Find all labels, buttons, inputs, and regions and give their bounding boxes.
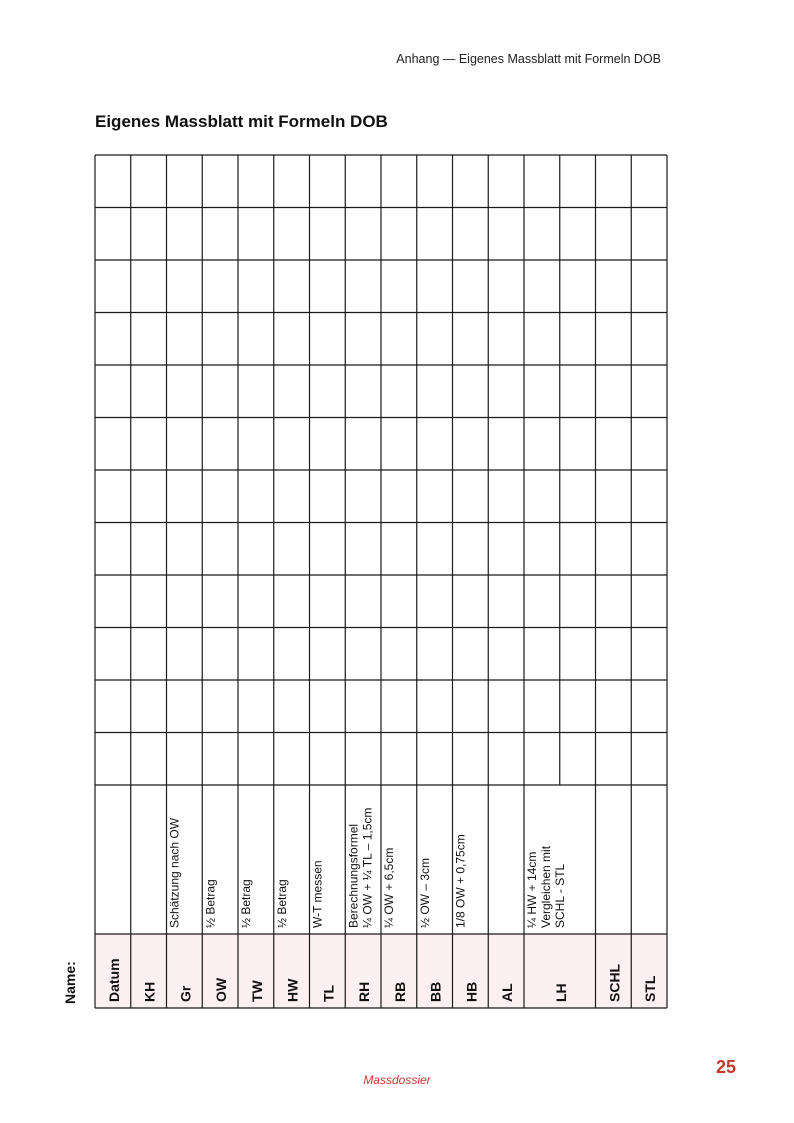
page-title: Eigenes Massblatt mit Formeln DOB	[95, 112, 388, 131]
column-label-bb: BB	[427, 981, 444, 1002]
column-label-tw: TW	[248, 980, 265, 1002]
column-formula-gr: Schätzung nach OW	[167, 817, 182, 928]
column-label-kh: KH	[141, 981, 158, 1002]
column-label-rh: RH	[356, 981, 373, 1002]
running-header: Anhang — Eigenes Massblatt mit Formeln DOB	[396, 52, 661, 66]
column-label-hb: HB	[463, 981, 480, 1002]
column-formula-lh: Vergleichen mit	[539, 845, 553, 928]
column-formula-lh: SCHL - STL	[553, 863, 567, 928]
column-label-datum: Datum	[105, 958, 122, 1002]
column-label-gr: Gr	[177, 985, 194, 1002]
column-formula-ow: ½ Betrag	[203, 879, 218, 928]
column-label-lh: LH	[552, 983, 569, 1002]
column-formula-lh: ¼ HW + 14cm	[525, 851, 539, 928]
column-label-ow: OW	[213, 977, 230, 1002]
column-formula-rh: ¼ OW + ¼ TL – 1,5cm	[360, 807, 375, 928]
column-formula-hb: 1/8 OW + 0,75cm	[453, 834, 468, 928]
column-label-hw: HW	[284, 978, 301, 1002]
column-label-stl: STL	[642, 975, 659, 1002]
column-formula-tw: ½ Betrag	[239, 879, 253, 928]
page-number: 25	[715, 1057, 736, 1077]
column-formula-rb: ¼ OW + 6,5cm	[382, 847, 396, 928]
column-label-al: AL	[499, 983, 516, 1002]
column-label-schl: SCHL	[606, 963, 623, 1002]
column-label-rb: RB	[391, 981, 408, 1002]
name-label: Name:	[62, 961, 78, 1004]
footer-publication: Massdossier	[363, 1073, 431, 1087]
column-label-tl: TL	[320, 984, 337, 1002]
column-formula-rh: Berechnungsformel	[346, 823, 361, 928]
column-formula-tl: W-T messen	[310, 860, 325, 928]
column-formula-bb: ½ OW – 3cm	[417, 857, 432, 928]
column-formula-hw: ½ Betrag	[274, 879, 289, 928]
